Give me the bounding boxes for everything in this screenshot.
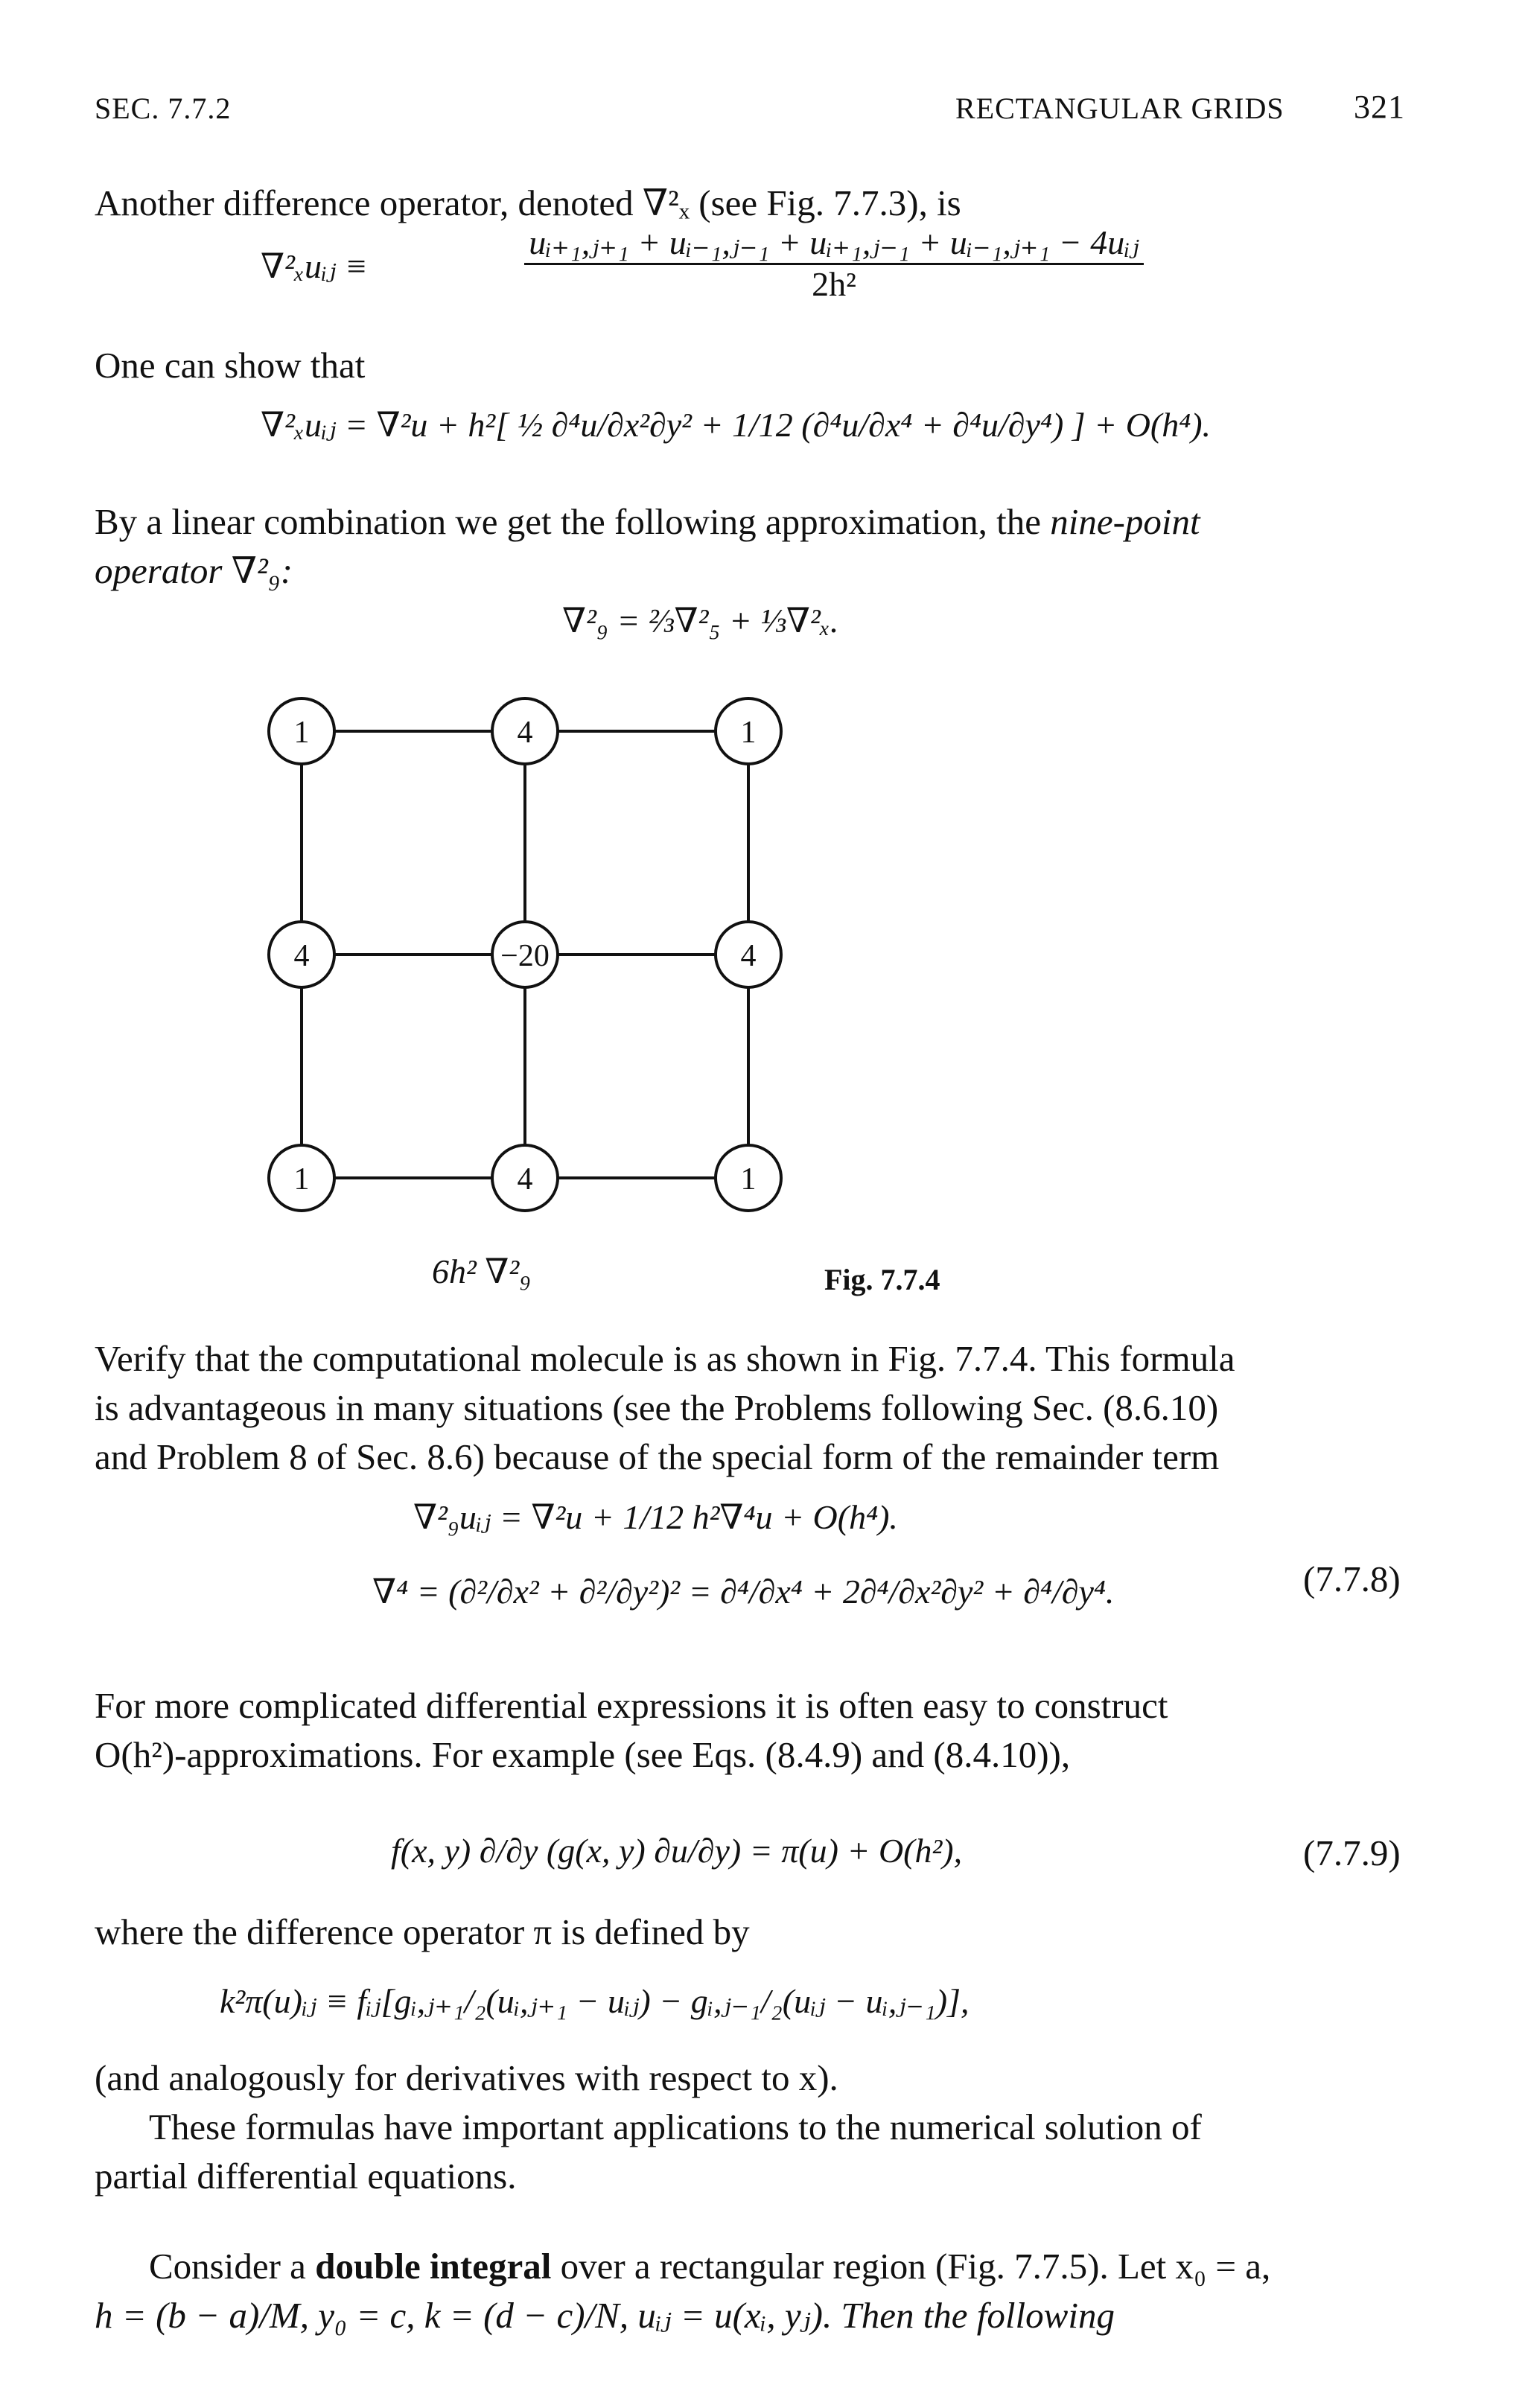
nine-point-definition: ∇²₉ = ⅔∇²₅ + ⅓∇²ₓ. <box>562 602 839 640</box>
operator-line: operator ∇²₉: <box>95 550 293 591</box>
page-number: 321 <box>1354 89 1405 125</box>
double-integral-term: double integral <box>315 2246 552 2287</box>
equation-number: (7.7.9) <box>1303 1832 1401 1873</box>
molecule-node-weight: 1 <box>740 716 757 750</box>
show-line: One can show that <box>95 345 366 386</box>
cross-operator-denominator: 2h² <box>812 264 856 303</box>
section-label: SEC. 7.7.2 <box>95 92 232 125</box>
biharmonic-equation: ∇⁴ = (∂²/∂x² + ∂²/∂y²)² = ∂⁴/∂x⁴ + 2∂⁴/∂x²∂y² + ∂⁴/∂y⁴. <box>372 1573 1115 1611</box>
nine-point-term: nine-point <box>1050 501 1200 542</box>
paragraph-text: over a rectangular region (Fig. 7.7.5). Let x₀ = a, <box>551 2246 1271 2287</box>
molecule-node-weight: 4 <box>517 716 533 750</box>
molecule-node-weight: 4 <box>517 1162 533 1197</box>
paragraph-line: and Problem 8 of Sec. 8.6) because of the special form of the remainder term <box>95 1436 1220 1477</box>
molecule-node-weight: 4 <box>293 939 310 973</box>
paragraph-line: partial differential equations. <box>95 2156 517 2197</box>
cross-operator-fraction <box>417 223 1251 305</box>
operator-caption: 6h² ∇²₉ <box>432 1252 532 1290</box>
cross-operator-numerator: uᵢ₊₁,ⱼ₊₁ + uᵢ₋₁,ⱼ₋₁ + uᵢ₊₁,ⱼ₋₁ + uᵢ₋₁,ⱼ₊₁ − 4uᵢⱼ <box>524 223 1144 265</box>
paragraph-line: These formulas have important applications to the numerical solution of <box>149 2106 1202 2147</box>
combination-text: By a linear combination we get the following approximation, the <box>95 501 1051 542</box>
cross-operator-expansion: ∇²ₓuᵢⱼ = ∇²u + h²[ ½ ∂⁴u/∂x²∂y² + 1/12 (∂⁴u/∂x⁴ + ∂⁴u/∂y⁴) ] + O(h⁴). <box>261 406 1212 444</box>
remainder-equation: ∇²₉uᵢⱼ = ∇²u + 1/12 h²∇⁴u + O(h⁴). <box>413 1498 898 1536</box>
equation-779: f(x, y) ∂/∂y (g(x, y) ∂u/∂y) = π(u) + O(h²), <box>391 1832 963 1870</box>
paragraph-line: For more complicated differential expressions it is often easy to construct <box>95 1685 1168 1726</box>
intro-line: Another difference operator, denoted ∇²ₓ (see Fig. 7.7.3), is <box>95 182 961 223</box>
paragraph-line: (and analogously for derivatives with respect to x). <box>95 2057 838 2098</box>
molecule-node-weight: 1 <box>293 716 310 750</box>
paragraph-line: is advantageous in many situations (see the Problems following Sec. (8.6.10) <box>95 1387 1219 1428</box>
cross-operator-lhs: ∇²ₓuᵢⱼ ≡ <box>261 247 368 285</box>
molecule-node-weight: −20 <box>500 939 550 973</box>
double-integral-line <box>149 2245 1270 2289</box>
equation-number: (7.7.8) <box>1303 1558 1401 1599</box>
molecule-node-weight: 4 <box>740 939 757 973</box>
combination-line <box>95 500 1200 544</box>
paragraph-line: Verify that the computational molecule is as shown in Fig. 7.7.4. This formula <box>95 1338 1235 1379</box>
figure-label: Fig. 7.7.4 <box>824 1263 940 1296</box>
paragraph-line: h = (b − a)/M, y₀ = c, k = (d − c)/N, uᵢⱼ = u(xᵢ, yⱼ). Then the following <box>95 2295 1115 2336</box>
running-title: RECTANGULAR GRIDS <box>955 92 1284 125</box>
paragraph-text: Consider a <box>149 2246 316 2287</box>
paragraph-line: O(h²)-approximations. For example (see Eqs. (8.4.9) and (8.4.10)), <box>95 1734 1071 1775</box>
molecule-node-weight: 1 <box>740 1162 757 1197</box>
molecule-node-weight: 1 <box>293 1162 310 1197</box>
pi-definition: k²π(u)ᵢⱼ ≡ fᵢⱼ[gᵢ,ⱼ₊₁/₂(uᵢ,ⱼ₊₁ − uᵢⱼ) − gᵢ,ⱼ₋₁/₂(uᵢⱼ − uᵢ,ⱼ₋₁)], <box>220 1982 970 2020</box>
computational-molecule-figure <box>253 692 804 1229</box>
paragraph-line: where the difference operator π is defined by <box>95 1911 750 1952</box>
